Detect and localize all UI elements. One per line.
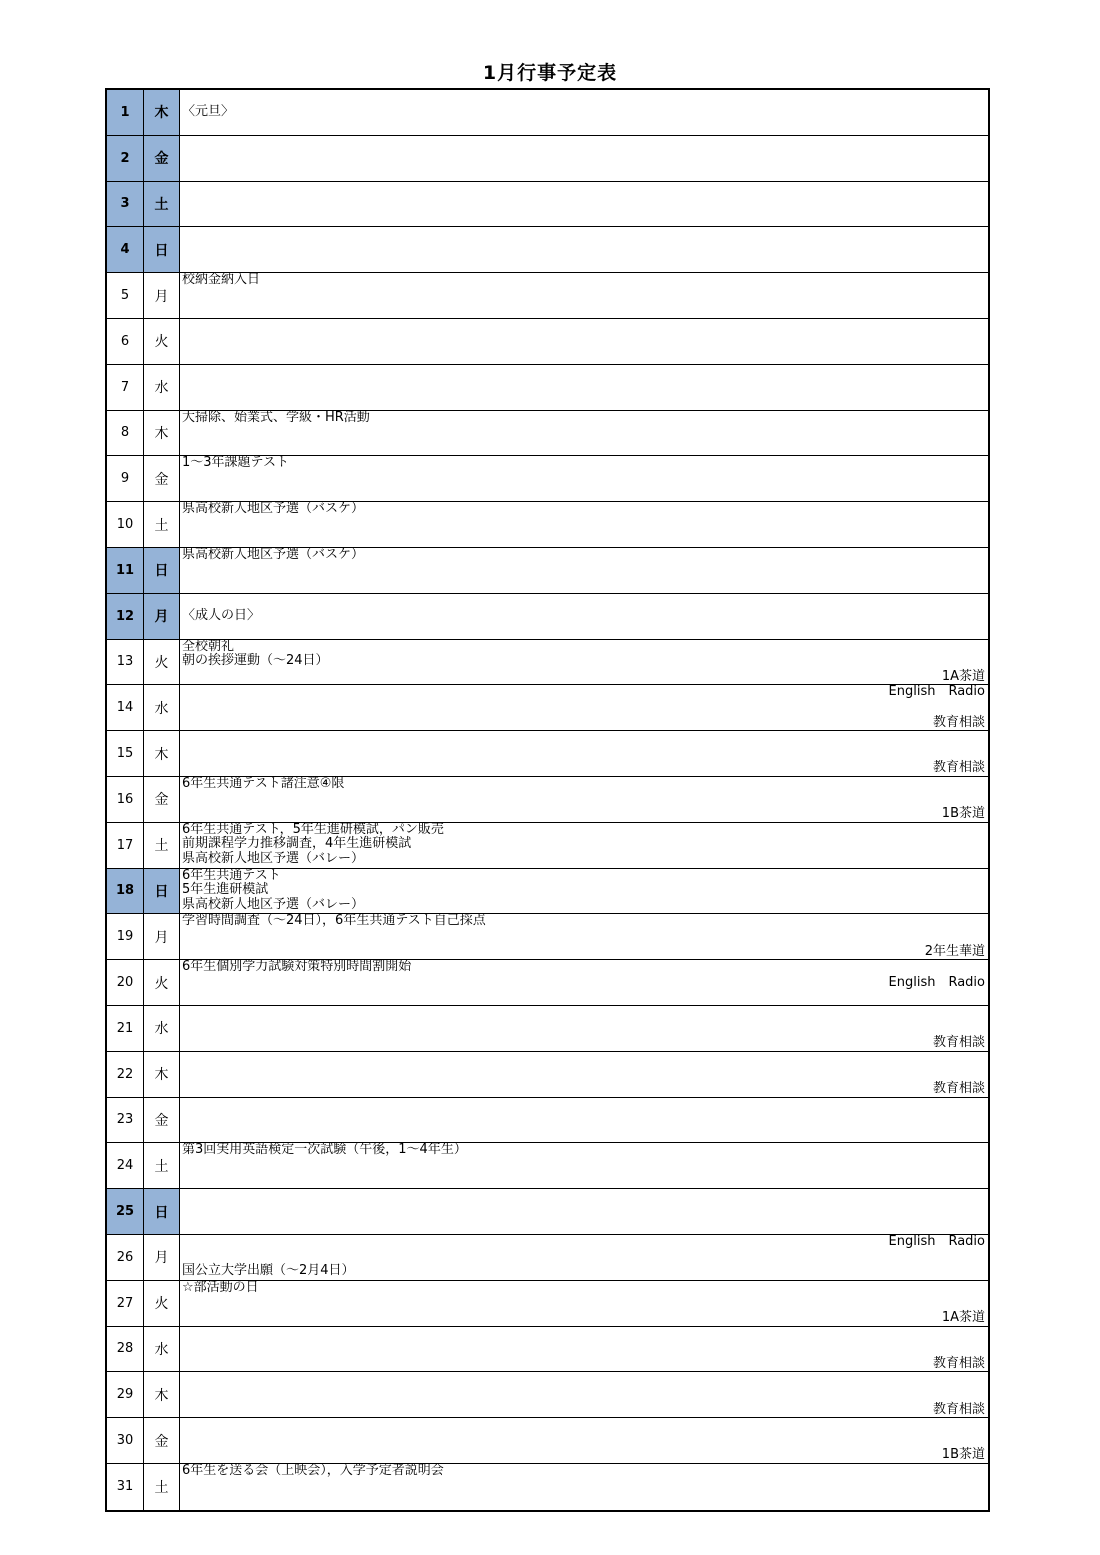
date-cell: 6 [107, 319, 144, 364]
weekday-cell: 日 [144, 1189, 180, 1234]
table-row [107, 1143, 988, 1189]
table-row [107, 273, 988, 319]
event-text: 県高校新人地区予選（バレー） [182, 896, 365, 912]
weekday-cell: 金 [144, 1418, 180, 1463]
event-text: 〈元旦〉 [182, 104, 235, 120]
table-row [107, 319, 988, 365]
events-cell [180, 914, 988, 959]
weekday-cell: 木 [144, 731, 180, 776]
table-row [107, 1327, 988, 1373]
event-list [182, 502, 364, 517]
event-list [182, 456, 289, 471]
date-cell: 2 [107, 136, 144, 181]
date-cell: 12 [107, 594, 144, 639]
table-row [107, 685, 988, 731]
activity-tag: 教育相談 [932, 760, 985, 776]
event-list [182, 1281, 259, 1296]
table-row [107, 548, 988, 594]
weekday-cell: 土 [144, 1464, 180, 1510]
date-cell: 3 [107, 182, 144, 227]
events-cell [180, 456, 988, 501]
event-text: 1～3年課題テスト [182, 456, 290, 471]
table-row [107, 1098, 988, 1144]
date-cell: 7 [107, 365, 144, 410]
table-row [107, 777, 988, 823]
events-cell [180, 227, 988, 272]
schedule-table [105, 88, 990, 1512]
weekday-cell: 土 [144, 823, 180, 868]
table-row [107, 90, 988, 136]
weekday-cell: 火 [144, 960, 180, 1005]
event-text: 国公立大学出願（～2月4日） [182, 1263, 355, 1279]
events-cell [180, 365, 988, 410]
event-text: 全校朝礼 [182, 639, 235, 654]
weekday-cell: 日 [144, 227, 180, 272]
weekday-cell: 水 [144, 365, 180, 410]
events-cell [180, 594, 988, 639]
activity-tag: 1A茶道 [941, 1310, 985, 1326]
events-cell [180, 136, 988, 181]
event-list [182, 273, 260, 288]
events-cell [180, 640, 988, 685]
event-text: 〈成人の日〉 [182, 607, 261, 623]
activity-tag: English Radio [888, 974, 985, 990]
date-cell: 25 [107, 1189, 144, 1234]
events-cell [180, 869, 988, 914]
date-cell: 22 [107, 1052, 144, 1097]
event-text: 前期課程学力推移調査，4年生進研模試 [182, 836, 412, 852]
events-cell [180, 182, 988, 227]
event-list [182, 1264, 355, 1279]
event-text: 6年生共通テスト，5年生進研模試，パン販売 [182, 822, 444, 837]
table-row [107, 411, 988, 457]
events-cell [180, 411, 988, 456]
weekday-cell: 日 [144, 548, 180, 593]
weekday-cell: 木 [144, 411, 180, 456]
table-row [107, 594, 988, 640]
weekday-cell: 木 [144, 90, 180, 135]
table-row [107, 914, 988, 960]
activity-tag: 1B茶道 [941, 1447, 985, 1463]
event-list [182, 823, 444, 867]
table-row [107, 1052, 988, 1098]
event-list [182, 640, 329, 669]
date-cell: 5 [107, 273, 144, 318]
events-cell [180, 1281, 988, 1326]
weekday-cell: 土 [144, 502, 180, 547]
activity-tag: 1A茶道 [941, 668, 985, 684]
table-row [107, 823, 988, 869]
events-cell [180, 1189, 988, 1234]
weekday-cell: 火 [144, 319, 180, 364]
activity-tag: 2年生華道 [924, 943, 985, 959]
page-title: 1月行事予定表 [482, 62, 618, 84]
table-row [107, 1235, 988, 1281]
activity-tag: 教育相談 [932, 1401, 985, 1417]
events-cell [180, 1418, 988, 1463]
event-text: ☆部活動の日 [182, 1280, 259, 1295]
table-row [107, 1418, 988, 1464]
event-text: 大掃除、始業式、学級・HR活動 [182, 410, 370, 425]
date-cell: 17 [107, 823, 144, 868]
event-list [182, 960, 411, 975]
events-cell [180, 1464, 988, 1510]
event-text: 6年生共通テスト [182, 868, 281, 883]
event-text: 学習時間調査（～24日），6年生共通テスト自己採点 [182, 914, 486, 929]
table-row [107, 502, 988, 548]
date-cell: 10 [107, 502, 144, 547]
weekday-cell: 金 [144, 777, 180, 822]
table-row [107, 456, 988, 502]
event-text: 朝の挨拶運動（～24日） [182, 653, 329, 669]
date-cell: 21 [107, 1006, 144, 1051]
table-row [107, 960, 988, 1006]
table-row [107, 365, 988, 411]
events-cell [180, 1372, 988, 1417]
events-cell [180, 1143, 988, 1188]
events-cell [180, 502, 988, 547]
weekday-cell: 月 [144, 594, 180, 639]
event-text: 県高校新人地区予選（バスケ） [182, 502, 365, 517]
event-list [182, 105, 234, 120]
activity-tag: English Radio [888, 1234, 985, 1249]
table-row [107, 182, 988, 228]
date-cell: 16 [107, 777, 144, 822]
date-cell: 4 [107, 227, 144, 272]
event-list [182, 777, 344, 792]
event-list [182, 609, 260, 624]
event-text: 県高校新人地区予選（バレー） [182, 850, 365, 866]
table-row [107, 1189, 988, 1235]
weekday-cell: 金 [144, 456, 180, 501]
events-cell [180, 731, 988, 776]
activity-tag: 教育相談 [932, 1035, 985, 1051]
date-cell: 26 [107, 1235, 144, 1280]
activity-tag: 教育相談 [932, 1081, 985, 1097]
date-cell: 31 [107, 1464, 144, 1510]
date-cell: 29 [107, 1372, 144, 1417]
events-cell [180, 1052, 988, 1097]
event-list [182, 1464, 444, 1479]
table-row [107, 1464, 988, 1510]
activity-tag: 1B茶道 [941, 806, 985, 822]
event-list [182, 869, 364, 913]
event-text: 5年生進研模試 [182, 882, 269, 898]
event-text: 校納金納入日 [182, 273, 261, 288]
weekday-cell: 土 [144, 182, 180, 227]
table-row [107, 1006, 988, 1052]
weekday-cell: 火 [144, 1281, 180, 1326]
weekday-cell: 金 [144, 1098, 180, 1143]
events-cell [180, 960, 988, 1005]
weekday-cell: 水 [144, 685, 180, 730]
events-cell [180, 777, 988, 822]
date-cell: 13 [107, 640, 144, 685]
table-row [107, 640, 988, 686]
weekday-cell: 水 [144, 1006, 180, 1051]
events-cell [180, 273, 988, 318]
event-list [182, 1143, 467, 1158]
table-row [107, 136, 988, 182]
events-cell [180, 1235, 988, 1280]
event-text: 第3回実用英語検定一次試験（午後，1～4年生） [182, 1143, 467, 1158]
weekday-cell: 月 [144, 273, 180, 318]
event-text: 6年生共通テスト諸注意④限 [182, 776, 345, 791]
date-cell: 8 [107, 411, 144, 456]
date-cell: 24 [107, 1143, 144, 1188]
date-cell: 9 [107, 456, 144, 501]
table-row [107, 1372, 988, 1418]
table-row [107, 1281, 988, 1327]
event-text: 県高校新人地区予選（バスケ） [182, 547, 365, 562]
events-cell [180, 1006, 988, 1051]
date-cell: 20 [107, 960, 144, 1005]
event-list [182, 548, 364, 563]
events-cell [180, 319, 988, 364]
date-cell: 15 [107, 731, 144, 776]
event-text: 6年生個別学力試験対策特別時間割開始 [182, 960, 412, 975]
weekday-cell: 火 [144, 640, 180, 685]
activity-tag: 教育相談 [932, 1355, 985, 1371]
events-cell [180, 90, 988, 135]
weekday-cell: 金 [144, 136, 180, 181]
date-cell: 30 [107, 1418, 144, 1463]
table-row [107, 227, 988, 273]
weekday-cell: 木 [144, 1052, 180, 1097]
date-cell: 28 [107, 1327, 144, 1372]
date-cell: 27 [107, 1281, 144, 1326]
weekday-cell: 日 [144, 869, 180, 914]
weekday-cell: 月 [144, 1235, 180, 1280]
date-cell: 11 [107, 548, 144, 593]
event-list [182, 411, 370, 426]
events-cell [180, 1327, 988, 1372]
date-cell: 23 [107, 1098, 144, 1143]
events-cell [180, 823, 988, 868]
activity-tag: 教育相談 [932, 714, 985, 730]
date-cell: 18 [107, 869, 144, 914]
table-row [107, 731, 988, 777]
weekday-cell: 土 [144, 1143, 180, 1188]
date-cell: 19 [107, 914, 144, 959]
weekday-cell: 月 [144, 914, 180, 959]
event-list [182, 914, 486, 929]
activity-tag: English Radio [888, 685, 985, 700]
events-cell [180, 1098, 988, 1143]
weekday-cell: 水 [144, 1327, 180, 1372]
events-cell [180, 548, 988, 593]
weekday-cell: 木 [144, 1372, 180, 1417]
date-cell: 14 [107, 685, 144, 730]
table-row [107, 869, 988, 915]
events-cell [180, 685, 988, 730]
date-cell: 1 [107, 90, 144, 135]
event-text: 6年生を送る会（上映会），入学予定者説明会 [182, 1463, 444, 1478]
